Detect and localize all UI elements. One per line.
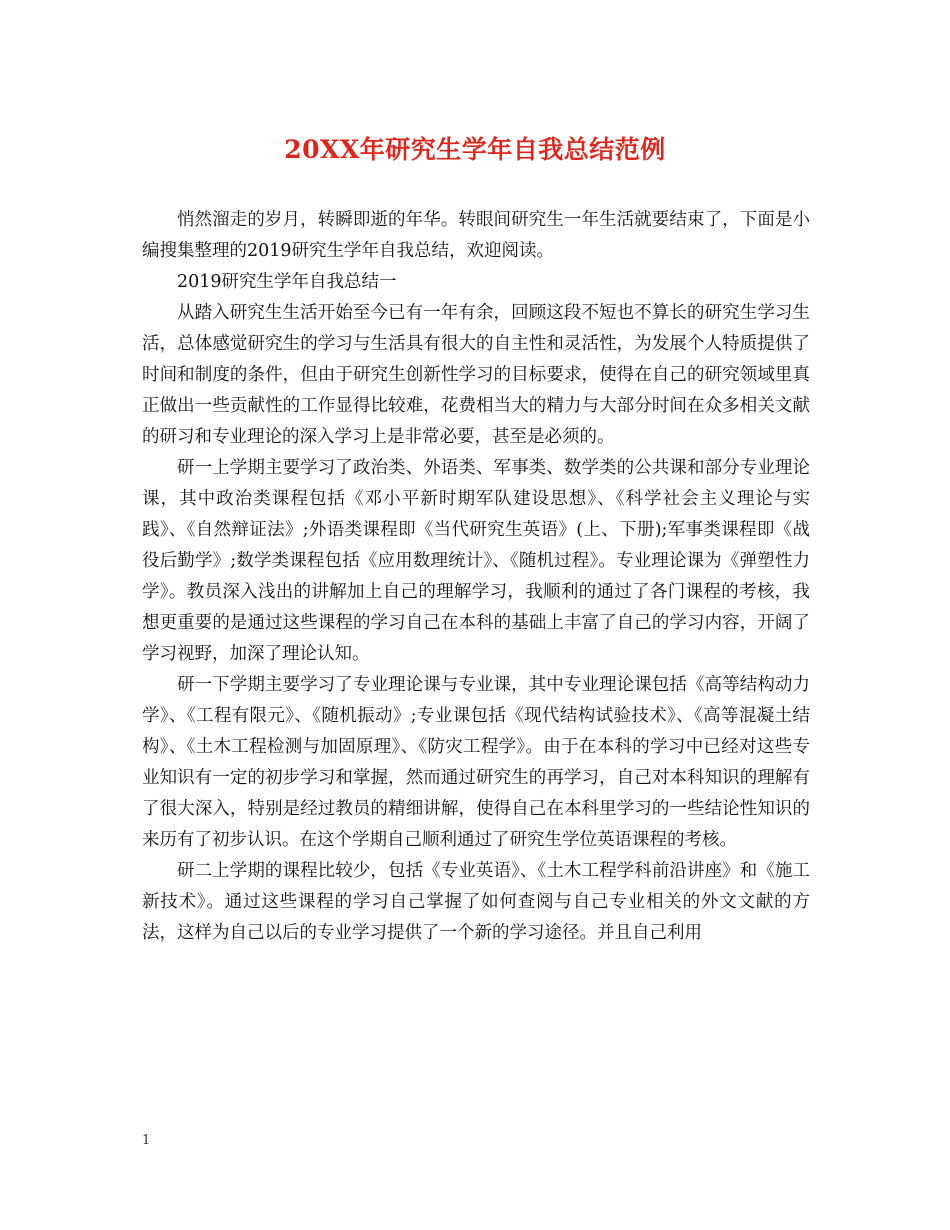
intro-paragraph: 悄然溜走的岁月，转瞬即逝的年华。转眼间研究生一年生活就要结束了，下面是小编搜集整理的2019研究生学年自我总结，欢迎阅读。 [142,210,810,261]
body-paragraph: 研二上学期的课程比较少，包括《专业英语》、《土木工程学科前沿讲座》和《施工新技术》。通过这些课程的学习自己掌握了如何查阅与自己专业相关的外文文献的方法，这样为自己以后的专业学习提供了一个新的学习途径。并且自己利用 [142,861,810,943]
document-title: 20XX年研究生学年自我总结范例 [284,135,666,164]
body-paragraph: 研一上学期主要学习了政治类、外语类、军事类、数学类的公共课和部分专业理论课，其中政治类课程包括《邓小平新时期军队建设思想》、《科学社会主义理论与实践》、《自然辩证法》;外语类课程即《当代研究生英语》(上、下册);军事类课程即《战役后勤学》;数学类课程包括《应用数理统计》、《随机过程》。专业理论课为《弹塑性力学》。教员深入浅出的讲解加上自己的理解学习，我顺利的通过了各门课程的考核，我想更重要的是通过这些课程的学习自己在本科的基础上丰富了自己的学习内容，开阔了学习视野，加深了理论认知。 [142,458,810,664]
body-paragraph: 从踏入研究生生活开始至今已有一年有余，回顾这段不短也不算长的研究生学习生活，总体感觉研究生的学习与生活具有很大的自主性和灵活性，为发展个人特质提供了时间和制度的条件，但由于研究生创新性学习的目标要求，使得在自己的研究领域里真正做出一些贡献性的工作显得比较难，花费相当大的精力与大部分时间在众多相关文献的研习和专业理论的深入学习上是非常必要，甚至是必须的。 [142,303,810,447]
page-number: 1 [142,1133,151,1148]
body-paragraph: 研一下学期主要学习了专业理论课与专业课，其中专业理论课包括《高等结构动力学》、《工程有限元》、《随机振动》;专业课包括《现代结构试验技术》、《高等混凝土结构》、《土木工程检测与加固原理》、《防灾工程学》。由于在本科的学习中已经对这些专业知识有一定的初步学习和掌握，然而通过研究生的再学习，自己对本科知识的理解有了很大深入，特别是经过教员的精细讲解，使得自己在本科里学习的一些结论性知识的来历有了初步认识。在这个学期自己顺利通过了研究生学位英语课程的考核。 [142,675,810,850]
document-body [142,205,810,949]
section-heading: 2019研究生学年自我总结一 [177,272,397,292]
